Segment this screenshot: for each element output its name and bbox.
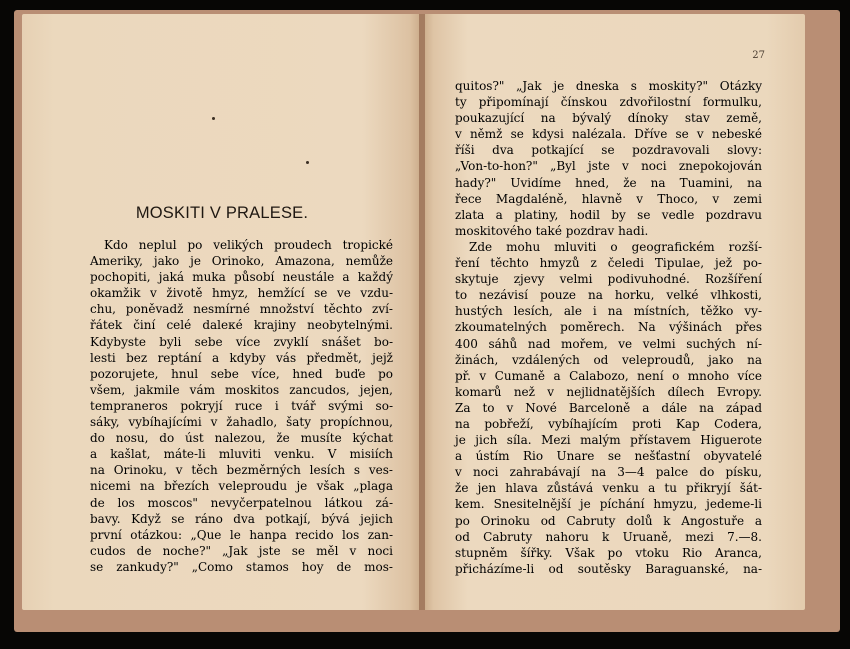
text-line: chu, poněvadž nesmírné množství těchto zví-	[90, 302, 393, 317]
text-line: po Orinoku od Cabruty dolů k Angostuře a	[455, 513, 762, 528]
text-line: na pobřeží, vybíhajícím proti Kap Codera,	[455, 416, 762, 431]
text-line: hady?" Uvidíme hned, že na Tuamini, na	[455, 175, 762, 190]
text-line: a kašlat, máte-li mluviti venku. V misiích	[90, 447, 393, 462]
text-line: okamžik v životě hmyz, hemžící se ve vzdu-	[90, 286, 393, 301]
text-line: v noci zahrabávají na 3—4 palce do písku,	[455, 465, 762, 480]
text-line: je jich síla. Mezi malým přístavem Higuerote	[455, 433, 762, 448]
text-line: první otázkou: „Que le hanpa recido los zan-	[90, 527, 393, 542]
text-line: př. v Cumaně a Calabozo, není o mnoho více	[455, 368, 762, 383]
ink-speck	[212, 117, 215, 120]
text-line: moskitového také pozdrav hadi.	[455, 223, 649, 238]
text-line: v němž se kdysi nalézala. Dříve se v nebeské	[455, 127, 762, 142]
chapter-title: MOSKITI V PRALESE.	[135, 204, 309, 222]
text-line: řátek činí celé daleкé krajiny neobytelnými.	[90, 318, 393, 333]
text-line: od Cabruty nahoru k Uruaně, mezi 7.—8.	[455, 529, 762, 544]
text-line: cudos de noche?" „Jak jste se měl v noci	[90, 543, 393, 558]
text-line: přicházíme-li od soutěsky Baraguanské, na-	[455, 561, 762, 576]
text-line: ty připomínají čínskou zdvořilostní formulku,	[455, 95, 762, 110]
text-line: skytuje zjevy velmi podivuhodné. Rozšíření	[455, 272, 762, 287]
text-line: na Orinoku, v těch bezměrných lesích s ves-	[90, 463, 393, 478]
text-line: říši dva potkající se pozdravovali slovy:	[455, 143, 762, 158]
text-line: lesti bez reptání a kdyby vás předmět, jejž	[90, 350, 393, 365]
ink-speck	[306, 161, 309, 164]
text-line: zlata a platiny, hodil by se vedle pozdravu	[455, 207, 762, 222]
text-line: kem. Snesitelnější je píchání hmyzu, jedeme-li	[455, 497, 762, 512]
left-page-text	[90, 237, 393, 575]
text-line: Zde mohu mluviti o geografickém rozší-	[469, 239, 762, 254]
text-line: tempraneros pokryjí ruce i tvář svými so-	[90, 398, 393, 413]
text-line: stupněm šířky. Však po vtoku Rio Aranca,	[455, 545, 762, 560]
text-line: pozorujete, hnul sebe více, hned buďe po	[90, 366, 393, 381]
book-gutter	[419, 14, 425, 610]
text-line: hustých lesích, ale i na místních, těžko vy-	[455, 304, 762, 319]
text-line: sáky, vybíhajícími v žahadlo, šaty propíchnou,	[90, 415, 393, 430]
text-line: že jen hlava zůstává venku a tu přikryjí šát-	[455, 481, 762, 496]
text-line: ření těchto hmyzů z čeledi Tipulae, jež po-	[455, 256, 762, 271]
text-line: a ústím Rio Unare se nešťastní obyvatelé	[455, 449, 762, 464]
right-page-text	[455, 78, 762, 577]
text-line: všem, jakmile vám moskitos zancudos, jejen,	[90, 382, 393, 397]
text-line: žinách, vzdálených od veleproudů, jako na	[455, 352, 762, 367]
text-line: Kdybyste byli sebe více zvyklí snášet bo-	[90, 334, 393, 349]
text-line: komarů než v nejlidnatějších dílech Evropy.	[455, 384, 762, 399]
text-line: zkoumatelných poměrech. Na výšinách přes	[455, 320, 762, 335]
text-line: do nosu, do úst nalezou, že musíte kýchat	[90, 431, 393, 446]
text-line: 400 sáhů nad mořem, ve velmi suchých ní-	[455, 336, 762, 351]
text-line: nicemi na březích veleproudu je však „plaga	[90, 479, 393, 494]
text-line: „Von-to-hon?" „Byl jste v noci znepokojován	[455, 159, 762, 174]
text-line: Ameriky, jako je Orinoko, Amazona, nemůže	[90, 254, 393, 269]
text-line: pochopiti, jaká muka působí neustále a každý	[90, 270, 393, 285]
text-line: quitos?" „Jak je dneska s moskity?" Otázky	[455, 79, 762, 93]
text-line: se zankudy?" „Como stamos hoy de mos-	[90, 559, 393, 574]
text-line: Kdo neplul po velikých proudech tropické	[104, 238, 393, 252]
text-line: řece Magdaléně, hlavně v Thoco, v zemi	[455, 191, 762, 206]
text-line: de los moscos" nevyčerpatelnou látkou zá-	[90, 495, 393, 510]
page-number: 27	[752, 50, 765, 61]
text-line: poukazující na bývalý dínoky stav země,	[455, 111, 762, 126]
text-line: bavy. Když se ráno dva potkají, bývá jejich	[90, 511, 393, 526]
text-line: Za to v Nové Barceloně a dále na západ	[455, 400, 762, 415]
text-line: to nezávisí pouze na horku, velké vlhkosti,	[455, 288, 762, 303]
